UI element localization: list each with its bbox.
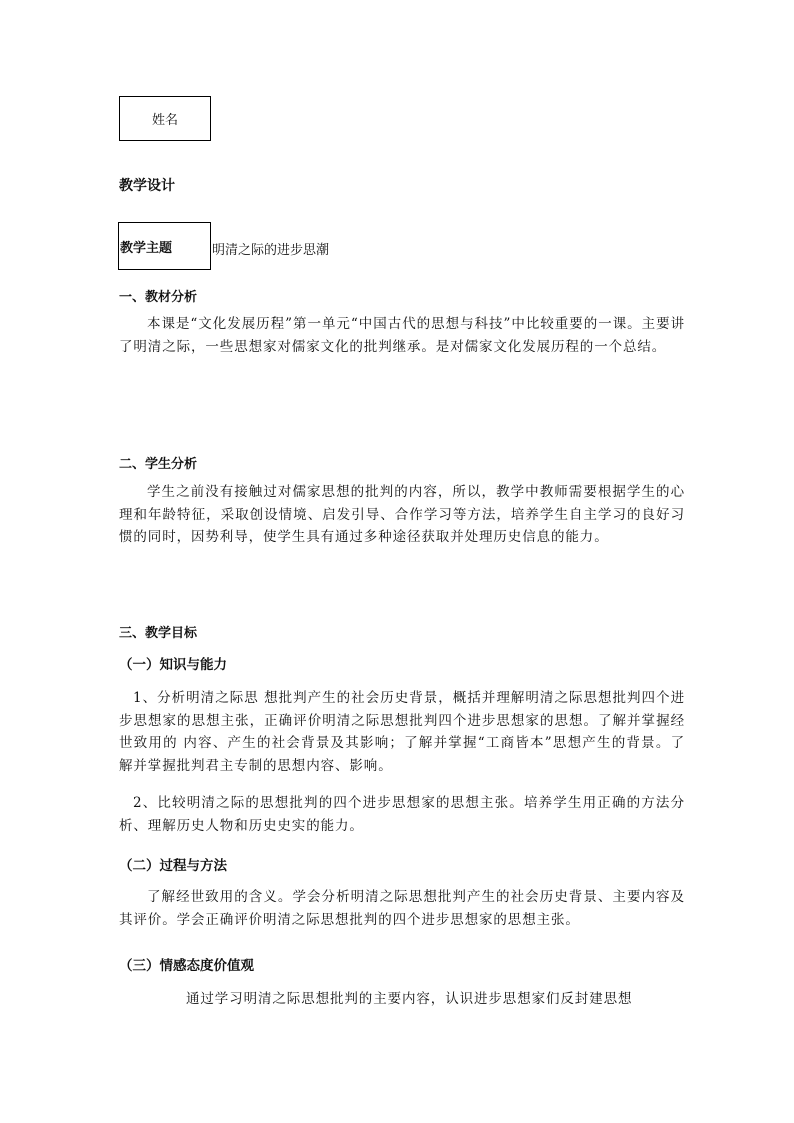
- document-title: 教学设计: [119, 178, 175, 194]
- topic-label: 教学主题: [120, 240, 173, 256]
- process-methods-paragraph: 了解经世致用的含义。学会分析明清之际思想批判产生的社会历史背景、主要内容及其评价。学会正确评价明清之际思想批判的四个进步思想家的思想主张。: [119, 889, 685, 928]
- topic-label-box: [118, 222, 211, 270]
- knowledge-paragraph-1: 1、分析明清之际思 想批判产生的社会历史背景，概括并理解明清之际思想批判四个进步思想家的思想主张，正确评价明清之际思想批判四个进步思想家的思想。了解并掌握经世致用的 内容、产生的社会背景及其影响；了解并掌握“工商皆本”思想产生的背景。了解并掌握批判君主专制的思想内容、影响。: [119, 690, 685, 775]
- subsection-heading-process-methods: （二）过程与方法: [119, 858, 227, 874]
- section-heading-textbook-analysis: 一、教材分析: [119, 290, 198, 305]
- knowledge-paragraph-2: 2、比较明清之际的思想批判的四个进步思想家的思想主张。培养学生用正确的方法分析、理解历史人物和历史史实的能力。: [119, 795, 685, 834]
- attitude-values-paragraph: 通过学习明清之际思想批判的主要内容，认识进步思想家们反封建思想: [186, 991, 633, 1007]
- name-field-box: [119, 96, 211, 141]
- name-label: 姓名: [151, 113, 178, 128]
- subsection-heading-attitude-values: （三）情感态度价值观: [119, 958, 254, 974]
- textbook-analysis-paragraph: 本课是“文化发展历程”第一单元“中国古代的思想与科技”中比较重要的一课。主要讲了明清之际，一些思想家对儒家文化的批判继承。是对儒家文化发展历程的一个总结。: [119, 316, 685, 355]
- student-analysis-paragraph: 学生之前没有接触过对儒家思想的批判的内容，所以，教学中教师需要根据学生的心理和年龄特征，采取创设情境、启发引导、合作学习等方法，培养学生自主学习的良好习惯的同时，因势利导，使学生具有通过多种途径获取并处理历史信息的能力。: [119, 484, 685, 546]
- section-heading-teaching-goals: 三、教学目标: [119, 626, 198, 641]
- subsection-heading-knowledge: （一）知识与能力: [119, 657, 227, 673]
- topic-value: 明清之际的进步思潮: [212, 243, 330, 258]
- section-heading-student-analysis: 二、学生分析: [119, 457, 198, 472]
